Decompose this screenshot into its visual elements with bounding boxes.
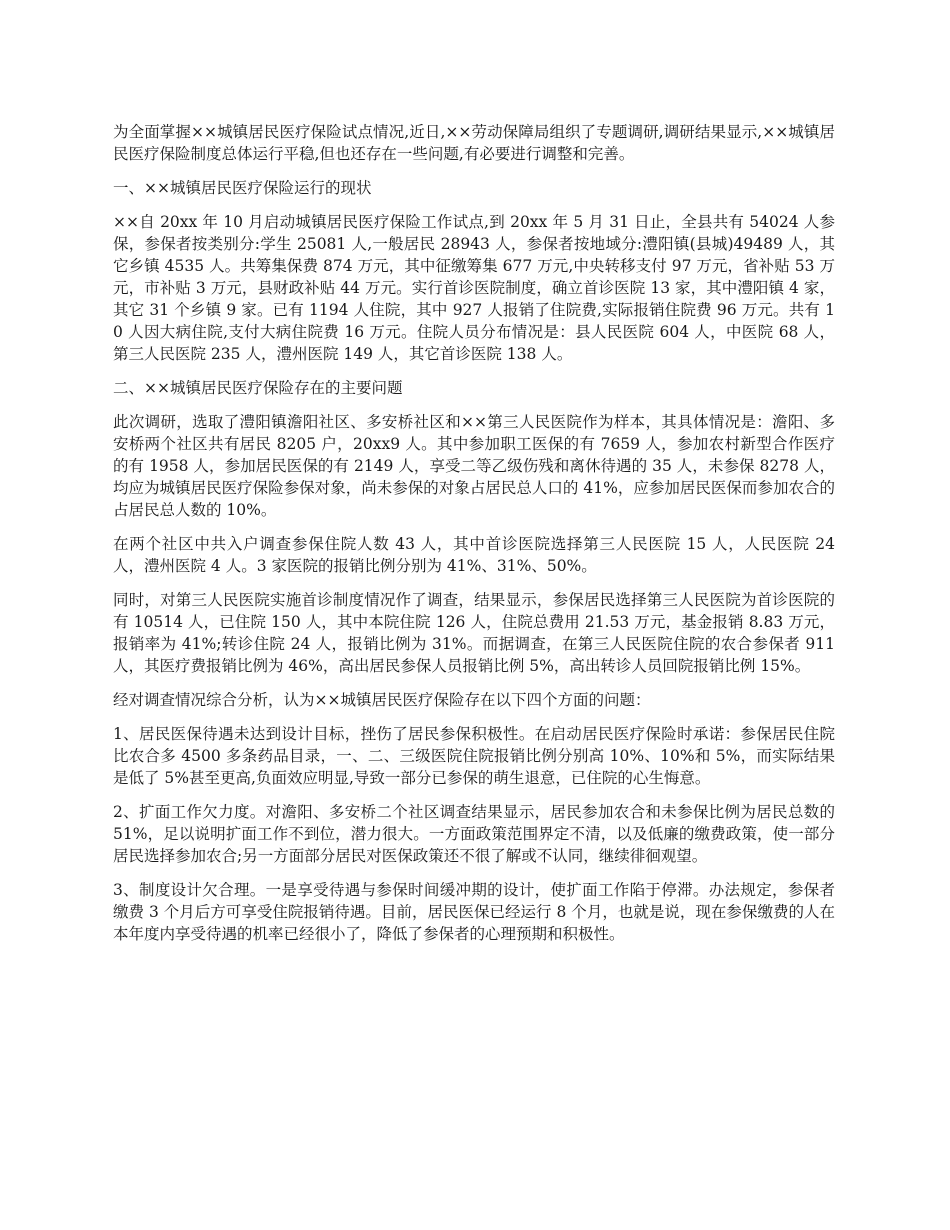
status-paragraph: ××自 20xx 年 10 月启动城镇居民医疗保险工作试点,到 20xx 年 5 月 31 日止，全县共有 54024 人参保，参保者按类别分:学生 25081 人,一般居民 28943 人，参保者按地域分:澧阳镇(县城)49489 人，其它乡镇 4535 人。共筹集保费 874 万元，其中征缴筹集 677 万元,中央转移支付 97 万元，省补贴 53 万元，市补贴 3 万元，县财政补贴 44 万元。实行首诊医院制度，确立首诊医院 13 家，其中澧阳镇 4 家，其它 31 个乡镇 9 家。已有 1194 人住院，其中 927 人报销了住院费,实际报销住院费 96 万元。共有 10 人因大病住院,支付大病住院费 16 万元。住院人员分布情况是：县人民医院 604 人，中医院 68 人，第三人民医院 235 人，澧州医院 149 人，其它首诊医院 138 人。 — [113, 213, 835, 363]
analysis-summary-paragraph: 经对调查情况综合分析，认为××城镇居民医疗保险存在以下四个方面的问题： — [113, 691, 651, 709]
problem-3-paragraph: 3、制度设计欠合理。一是享受待遇与参保时间缓冲期的设计，使扩面工作陷于停滞。办法规定，参保者缴费 3 个月后方可享受住院报销待遇。目前，居民医保已经运行 8 个月，也就是说，现在参保缴费的人在本年度内享受待遇的机率已经很小了，降低了参保者的心理预期和积极性。 — [113, 881, 835, 943]
third-hospital-paragraph: 同时，对第三人民医院实施首诊制度情况作了调查，结果显示，参保居民选择第三人民医院为首诊医院的有 10514 人，已住院 150 人，其中本院住院 126 人，住院总费用 21.53 万元，基金报销 8.83 万元，报销率为 41%;转诊住院 24 人，报销比例为 31%。而据调查，在第三人民医院住院的农合参保者 911 人，其医疗费报销比例为 46%，高出居民参保人员报销比例 5%，高出转诊人员回院报销比例 15%。 — [113, 591, 835, 675]
survey-paragraph: 此次调研，选取了澧阳镇澹阳社区、多安桥社区和××第三人民医院作为样本，其具体情况是：澹阳、多安桥两个社区共有居民 8205 户，20xx9 人。其中参加职工医保的有 7659 人，参加农村新型合作医疗的有 1958 人，参加居民医保的有 2149 人，享受二等乙级伤残和离休待遇的 35 人，未参保 8278 人，均应为城镇居民医疗保险参保对象，尚未参保的对象占居民总人口的 41%，应参加居民医保而参加农合的占居民总人数的 10%。 — [113, 413, 835, 519]
section-heading-problems: 二、××城镇居民医疗保险存在的主要问题 — [113, 379, 403, 397]
problem-2-paragraph: 2、扩面工作欠力度。对澹阳、多安桥二个社区调查结果显示，居民参加农合和未参保比例为居民总数的 51%，足以说明扩面工作不到位，潜力很大。一方面政策范围界定不清，以及低廉的缴费政策，使一部分居民选择参加农合;另一方面部分居民对医保政策还不很了解或不认同，继续徘徊观望。 — [113, 803, 835, 865]
intro-paragraph: 为全面掌握××城镇居民医疗保险试点情况,近日,××劳动保障局组织了专题调研,调研结果显示,××城镇居民医疗保险制度总体运行平稳,但也还存在一些问题,有必要进行调整和完善。 — [113, 123, 835, 163]
problem-1-paragraph: 1、居民医保待遇未达到设计目标，挫伤了居民参保积极性。在启动居民医疗保险时承诺：参保居民住院比农合多 4500 多条药品目录，一、二、三级医院住院报销比例分别高 10%、10%和 5%，而实际结果是低了 5%甚至更高,负面效应明显,导致一部分已参保的萌生退意，已住院的心生悔意。 — [113, 725, 835, 787]
document-body — [113, 121, 835, 957]
section-heading-status: 一、××城镇居民医疗保险运行的现状 — [113, 179, 372, 197]
hospital-survey-paragraph: 在两个社区中共入户调查参保住院人数 43 人，其中首诊医院选择第三人民医院 15 人，人民医院 24 人，澧州医院 4 人。3 家医院的报销比例分别为 41%、31%、50%。 — [113, 535, 835, 575]
